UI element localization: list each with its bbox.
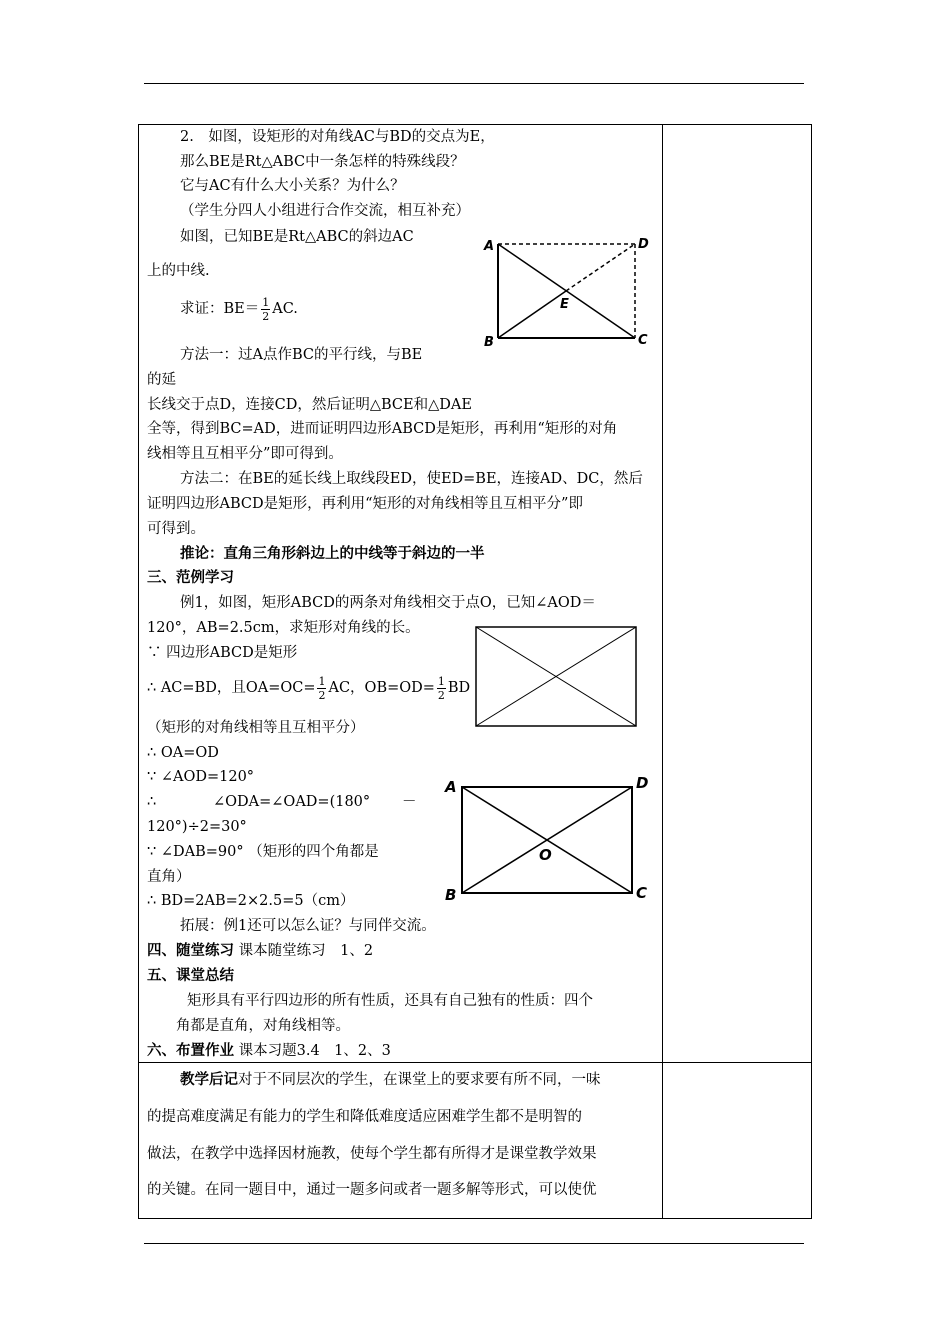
proof-text-b: AC，OB=OD= bbox=[328, 680, 435, 696]
text-line: ∴ bbox=[147, 794, 157, 810]
label-c: C bbox=[638, 333, 648, 348]
text-line: 它与AC有什么大小关系？为什么？ bbox=[180, 178, 405, 194]
rectangle-figure-plain bbox=[475, 626, 637, 727]
label-a: A bbox=[484, 239, 495, 254]
postscript-title: 教学后记 bbox=[180, 1072, 238, 1088]
proof-line bbox=[147, 673, 470, 703]
text-line: ∵ ∠DAB=90° （矩形的四个角都是 bbox=[147, 844, 379, 860]
fraction-numerator: 1 bbox=[262, 295, 270, 309]
fraction-denominator: 2 bbox=[262, 309, 270, 323]
text-line: 全等，得到BC=AD，进而证明四边形ABCD是矩形，再利用“矩形的对角 bbox=[147, 421, 618, 437]
practice-text: 课本随堂练习 1、2 bbox=[238, 943, 374, 959]
proof-text-c: BD bbox=[447, 680, 471, 696]
text-line: ∵ 四边形ABCD是矩形 bbox=[147, 645, 298, 661]
column-divider bbox=[662, 124, 663, 1219]
text-line: － bbox=[402, 794, 417, 810]
text-line: 2. 如图，设矩形的对角线AC与BD的交点为E， bbox=[180, 129, 495, 145]
fraction-numerator: 1 bbox=[318, 674, 326, 688]
rectangle-figure-abcd-o bbox=[440, 772, 660, 907]
label-o: O bbox=[539, 846, 552, 864]
fraction-half bbox=[261, 296, 270, 323]
text-line: 证明四边形ABCD是矩形，再利用“矩形的对角线相等且互相平分”即 bbox=[147, 496, 583, 512]
text-line: 直角） bbox=[147, 869, 191, 885]
text-line: 方法二：在BE的延长线上取线段ED，使ED=BE，连接AD、DC，然后 bbox=[180, 471, 643, 487]
postscript-line: 的关键。在同一题目中，通过一题多问或者一题多解等形式，可以使优 bbox=[147, 1182, 597, 1198]
text-line: 上的中线. bbox=[147, 263, 210, 279]
homework-line bbox=[147, 1042, 391, 1060]
label-a: A bbox=[445, 778, 457, 796]
label-b: B bbox=[445, 886, 457, 904]
text-line: 拓展：例1还可以怎么证？与同伴交流。 bbox=[180, 918, 436, 934]
label-c: C bbox=[636, 884, 648, 902]
section-heading: 四、随堂练习 bbox=[147, 943, 234, 959]
bottom-rule bbox=[144, 1243, 804, 1244]
postscript-line: 的提高难度满足有能力的学生和降低难度适应困难学生都不是明智的 bbox=[147, 1109, 582, 1125]
text-line: 方法一：过A点作BC的平行线，与BE bbox=[180, 347, 423, 363]
postscript-text: 对于不同层次的学生，在课堂上的要求要有所不同，一味 bbox=[238, 1072, 601, 1088]
fraction-half bbox=[437, 675, 446, 702]
section-heading: 五、课堂总结 bbox=[147, 968, 234, 984]
text-line: 长线交于点D，连接CD，然后证明△BCE和△DAE bbox=[147, 397, 472, 413]
practice-line bbox=[147, 942, 373, 960]
text-line: （矩形的对角线相等且互相平分） bbox=[147, 720, 365, 736]
text-line: ∴ BD=2AB=2×2.5=5（cm） bbox=[147, 893, 355, 909]
homework-text: 课本习题3.4 1、2、3 bbox=[238, 1043, 391, 1059]
postscript-line bbox=[180, 1062, 601, 1099]
rectangle-figure-abcd-e bbox=[480, 234, 660, 354]
label-e: E bbox=[560, 297, 569, 312]
text-line: ∠ODA=∠OAD=(180° bbox=[213, 794, 371, 810]
section-heading: 六、布置作业 bbox=[147, 1043, 234, 1059]
label-d: D bbox=[638, 237, 649, 252]
text-line: 那么BE是Rt△ABC中一条怎样的特殊线段？ bbox=[180, 154, 465, 170]
text-line: 角都是直角，对角线相等。 bbox=[176, 1018, 350, 1034]
label-b: B bbox=[484, 335, 494, 350]
proof-text-a: ∴ AC=BD，且OA=OC= bbox=[147, 680, 316, 696]
text-line: ∴ OA=OD bbox=[147, 745, 219, 761]
text-line: 线相等且互相平分”即可得到。 bbox=[147, 446, 343, 462]
fraction-denominator: 2 bbox=[437, 688, 445, 702]
segment-ed bbox=[566, 244, 635, 291]
postscript-line: 做法，在教学中选择因材施教，使每个学生都有所得才是课堂教学效果 bbox=[147, 1146, 597, 1162]
prove-suffix: AC. bbox=[272, 301, 298, 317]
text-line: 例1，如图，矩形ABCD的两条对角线相交于点O，已知∠AOD＝ bbox=[180, 595, 596, 611]
text-line: 可得到。 bbox=[147, 521, 205, 537]
text-line: 矩形具有平行四边形的所有性质，还具有自己独有的性质：四个 bbox=[187, 993, 593, 1009]
label-d: D bbox=[636, 774, 649, 792]
text-line: 如图，已知BE是Rt△ABC的斜边AC bbox=[180, 229, 414, 245]
corollary: 推论：直角三角形斜边上的中线等于斜边的一半 bbox=[180, 546, 485, 562]
text-line: 120°)÷2=30° bbox=[147, 819, 247, 835]
prove-line bbox=[180, 294, 298, 324]
fraction-numerator: 1 bbox=[437, 674, 445, 688]
text-line: 的延 bbox=[147, 372, 176, 388]
segment-be bbox=[498, 291, 566, 338]
fraction-denominator: 2 bbox=[318, 688, 326, 702]
fraction-half bbox=[317, 675, 326, 702]
text-line: ∵ ∠AOD=120° bbox=[147, 769, 255, 785]
top-rule bbox=[144, 83, 804, 84]
text-line: （学生分四人小组进行合作交流，相互补充） bbox=[180, 203, 470, 219]
section-heading: 三、范例学习 bbox=[147, 570, 234, 586]
text-line: 120°，AB=2.5cm，求矩形对角线的长。 bbox=[147, 620, 420, 636]
prove-prefix: 求证：BE＝ bbox=[180, 301, 260, 317]
